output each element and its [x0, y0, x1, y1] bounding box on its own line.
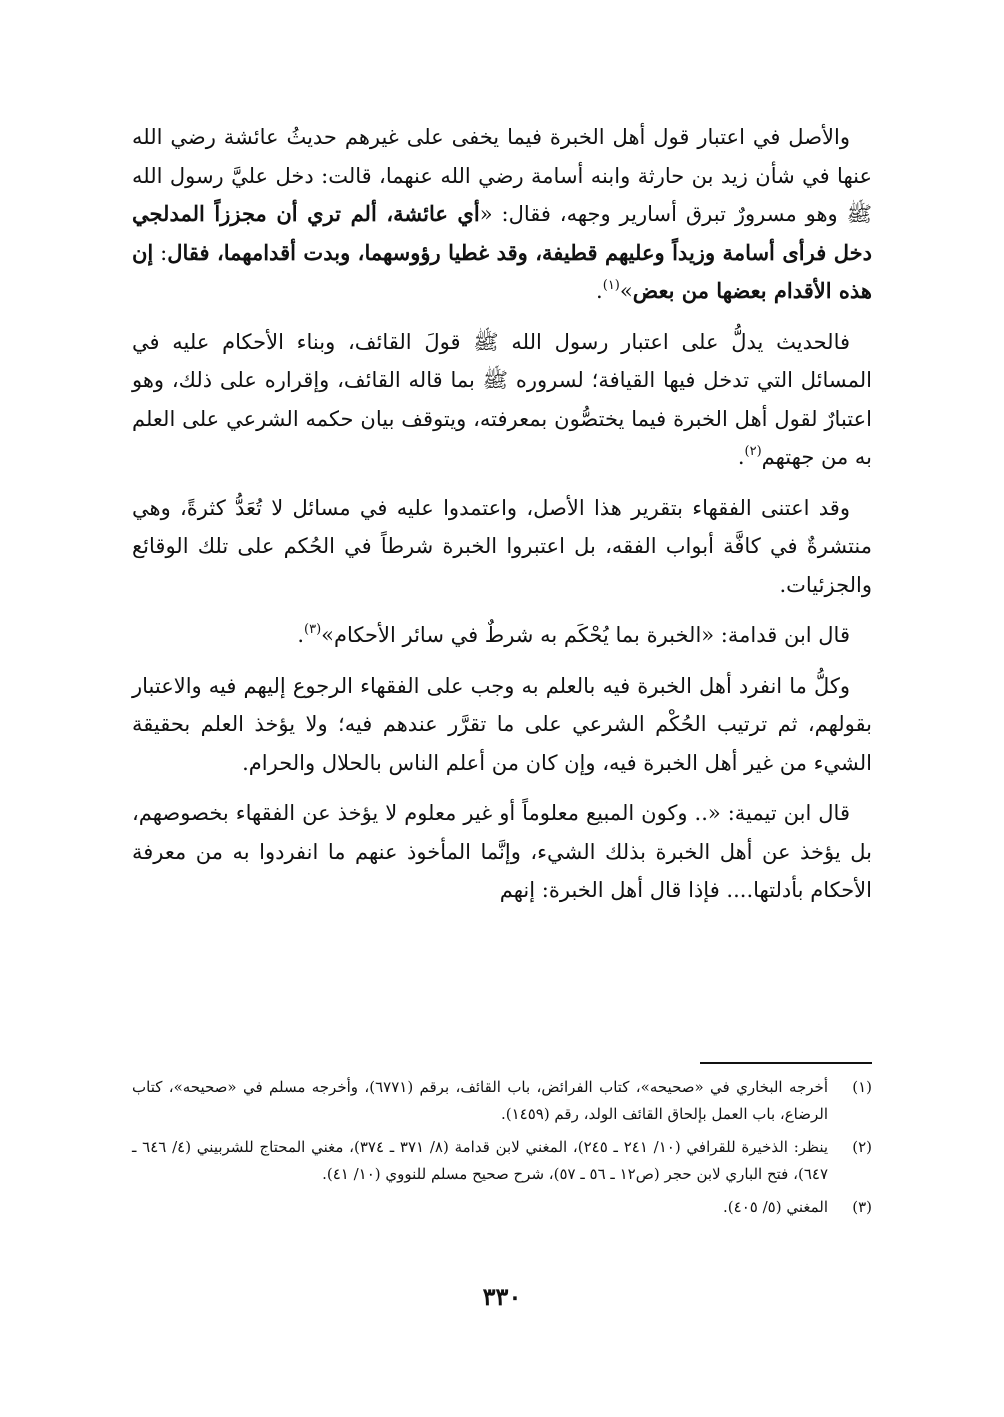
- paragraph-hadith-intro: والأصل في اعتبار قول أهل الخبرة فيما يخفى على غيرهم حديثُ عائشة رضي الله عنها في شأن زيد بن حارثة وابنه أسامة رضي الله عنهما، قالت: دخل عليَّ رسول الله ﷺ وهو مسرورٌ تبرق أسارير وجهه، فقال: «: [132, 125, 872, 226]
- footnote-2: [132, 1134, 872, 1188]
- hadith-quote-bold-end: إن هذه الأقدام بعضها من بعض: [132, 239, 872, 303]
- footnote-separator: [700, 1062, 872, 1064]
- footnote-3: [132, 1194, 872, 1221]
- main-text: [132, 118, 872, 922]
- footnote-number: (٢): [852, 1138, 872, 1156]
- footnote-text: ينظر: الذخيرة للقرافي (١٠/ ٢٤١ ـ ٢٤٥)، المغني لابن قدامة (٨/ ٣٧١ ـ ٣٧٤)، مغني المحتاج للشربيني (٤/ ٦٤٦ ـ ٦٤٧)، فتح الباري لابن حجر (ص١٢ ـ ٥٦ ـ ٥٧)، شرح صحيح مسلم للنووي (١٠/ ٤١).: [132, 1138, 829, 1183]
- paragraph-explanation-end: .: [737, 445, 745, 469]
- hadith-quote-close: »: [619, 279, 633, 303]
- footnote-1: [132, 1074, 872, 1128]
- paragraph-hadith-end: .: [596, 279, 603, 303]
- paragraph-hadith: [132, 118, 872, 311]
- paragraph-ibn-taymiyya: قال ابن تيمية: «.. وكون المبيع معلوماً أو غير معلوم لا يؤخذ عن الفقهاء بخصوصهم، بل يؤخذ عن أهل الخبرة بذلك الشيء، وإنَّما المأخوذ عنهم ما انفردوا به من معرفة الأحكام بأدلتها.... فإذا قال أهل الخبرة: إنهم: [132, 801, 872, 902]
- paragraph-explanation-text: فالحديث يدلُّ على اعتبار رسول الله ﷺ قولَ القائف، وبناء الأحكام عليه في المسائل التي تدخل فيها القيافة؛ لسروره ﷺ بما قاله القائف، وإقراره على ذلك، وهو اعتبارٌ لقول أهل الخبرة فيما يختصُّون بمعرفته، ويتوقف بيان حكمه الشرعي على العلم به من جهتهم: [132, 329, 872, 469]
- footnote-text: أخرجه البخاري في «صحيحه»، كتاب الفرائض، باب القائف، برقم (٦٧٧١)، وأخرجه مسلم في «صحيحه»، كتاب الرضاع، باب العمل بإلحاق القائف الولد، رقم (١٤٥٩).: [132, 1078, 828, 1123]
- hadith-quote-bold: أي عائشة، ألم تري أن مجززاً المدلجي دخل فرأى أسامة وزيداً وعليهم قطيفة، وقد غطيا رؤوسهما، وبدت أقدامهما، فقال: [132, 201, 872, 265]
- ibn-qudama-quote: قال ابن قدامة: «الخبرة بما يُحْكَم به شرطٌ في سائر الأحكام»: [321, 623, 850, 647]
- footnote-number: (٣): [852, 1198, 872, 1216]
- paragraph-ibn-qudama: [132, 616, 872, 655]
- page-number: ٣٣٠: [482, 1282, 522, 1311]
- footnote-ref-3[interactable]: (٣): [304, 622, 322, 637]
- footnotes: [132, 1074, 872, 1227]
- paragraph-experts: وكلُّ ما انفرد أهل الخبرة فيه بالعلم به وجب على الفقهاء الرجوع إليهم فيه والاعتبار بقولهم، ثم ترتيب الحُكْم الشرعي على ما تقرَّر عندهم فيه؛ ولا يؤخذ العلم بحقيقة الشيء من غير أهل الخبرة فيه، وإن كان من أعلم الناس بالحلال والحرام.: [132, 673, 872, 775]
- footnote-ref-2[interactable]: (٢): [744, 444, 762, 459]
- footnote-ref-1[interactable]: (١): [602, 278, 620, 293]
- hadith-colon: :: [153, 240, 168, 265]
- paragraph-fuqaha: وقد اعتنى الفقهاء بتقرير هذا الأصل، واعتمدوا عليه في مسائل لا تُعَدُّ كثرةً، وهي منتشرةٌ في كافَّة أبواب الفقه، بل اعتبروا الخبرة شرطاً في الحُكم على تلك الوقائع والجزئيات.: [132, 495, 872, 597]
- ibn-qudama-end: .: [297, 623, 305, 647]
- footnote-text: المغني (٥/ ٤٠٥).: [723, 1198, 828, 1216]
- footnote-number: (١): [852, 1078, 872, 1096]
- paragraph-explanation: [132, 323, 872, 477]
